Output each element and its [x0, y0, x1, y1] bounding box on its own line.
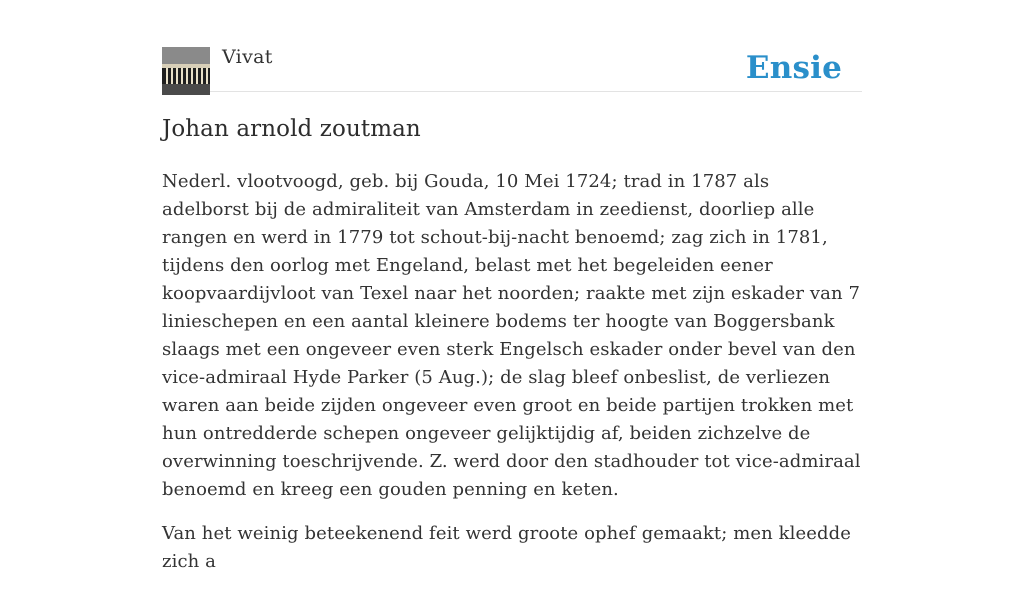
- article-body: [162, 168, 862, 592]
- article-paragraph: Van het weinig beteekenend feit werd groote ophef gemaakt; men kleedde zich a: [162, 523, 852, 572]
- brand-logo[interactable]: Ensie: [745, 50, 842, 86]
- source-name[interactable]: Vivat: [222, 46, 273, 68]
- article-page: [162, 0, 862, 572]
- article-header: [162, 0, 862, 92]
- book-spines-icon: [162, 47, 210, 95]
- article-paragraph: Nederl. vlootvoogd, geb. bij Gouda, 10 Mei 1724; trad in 1787 als adelborst bij de admiraliteit van Amsterdam in zeedienst, doorliep alle rangen en werd in 1779 tot schout-bij-nacht benoemd; zag zich in 1781, tijdens den oorlog met Engeland, belast met het begeleiden eener koopvaardijvloot van Texel naar het noorden; raakte met zijn eskader van 7 linieschepen en een aantal kleinere bodems ter hoogte van Boggersbank slaags met een ongeveer even sterk Engelsch eskader onder bevel van den vice-admiraal Hyde Parker (5 Aug.); de slag bleef onbeslist, de verliezen waren aan beide zijden ongeveer even groot en beide partijen trokken met hun ontredderde schepen ongeveer gelijktijdig af, beiden zichzelve de overwinning toeschrijvende. Z. werd door den stadhouder tot vice-admiraal benoemd en kreeg een gouden penning en keten.: [162, 171, 861, 500]
- avatar[interactable]: [162, 47, 210, 95]
- article-title: Johan arnold zoutman: [162, 116, 421, 142]
